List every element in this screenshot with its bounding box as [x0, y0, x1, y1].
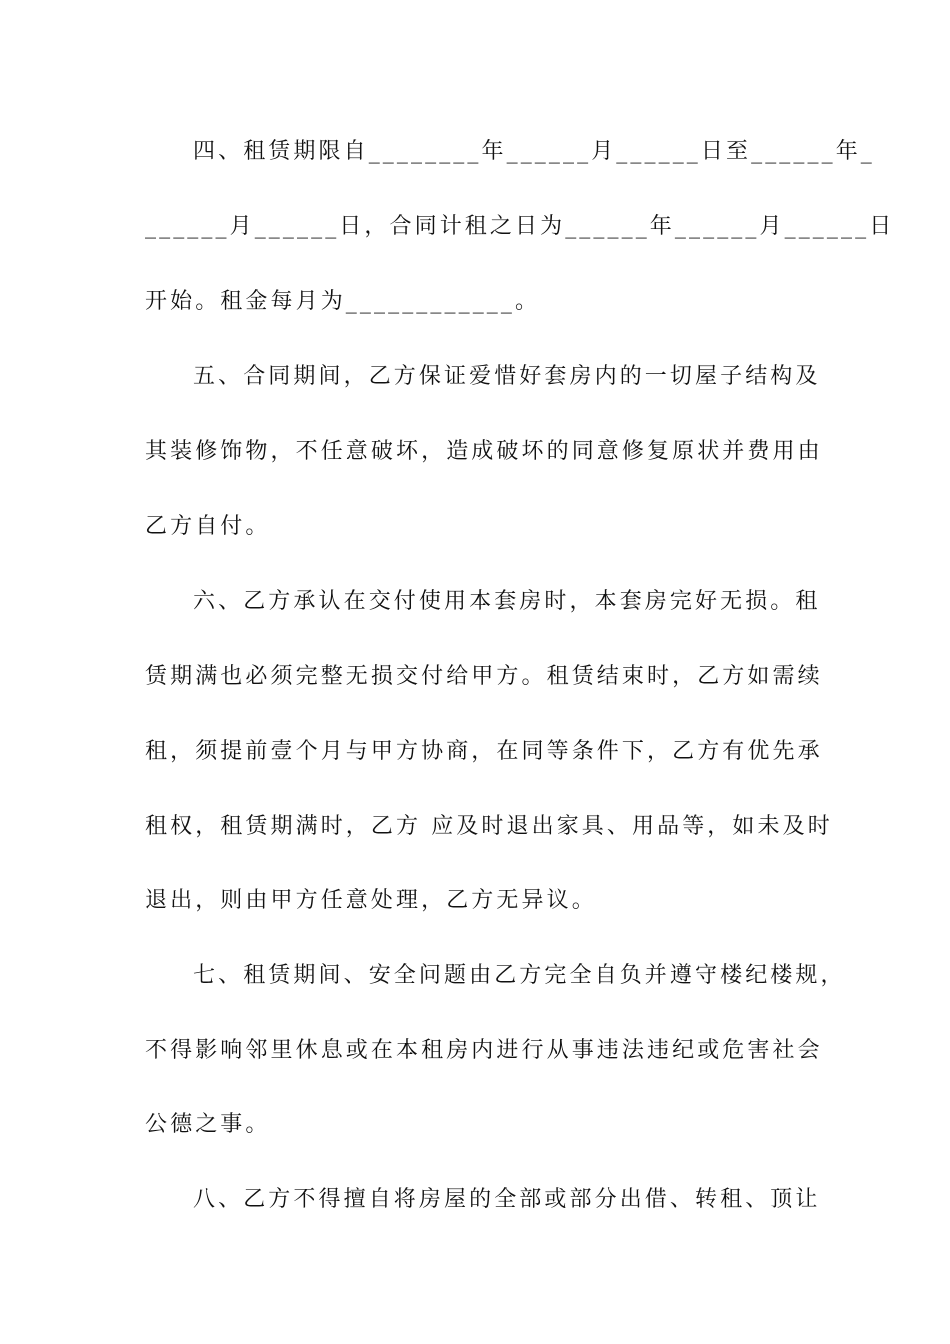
clause-5-line-2: 其装修饰物，不任意破坏，造成破坏的同意修复原状并费用由 — [145, 439, 823, 464]
clause-7-line-1: 七、租赁期间、安全问题由乙方完全自负并遵守楼纪楼规， — [193, 963, 846, 988]
clause-4-line-1: 四、租赁期限自________年______月______日至______年_ — [193, 139, 875, 164]
clause-6-line-5: 退出，则由甲方任意处理，乙方无异议。 — [145, 888, 597, 913]
clause-6-line-2: 赁期满也必须完整无损交付给甲方。租赁结束时，乙方如需续 — [145, 664, 823, 689]
clause-4-line-3: 开始。租金每月为____________。 — [145, 289, 541, 314]
clause-4-line-2: ______月______日，合同计租之日为______年______月______日 — [145, 214, 895, 239]
clause-6-line-4: 租权，租赁期满时，乙方 应及时退出家具、用品等，如未及时 — [145, 814, 833, 839]
clause-7-line-3: 公德之事。 — [145, 1112, 271, 1137]
clause-7-line-2: 不得影响邻里休息或在本租房内进行从事违法违纪或危害社会 — [145, 1038, 823, 1063]
clause-8-line-1: 八、乙方不得擅自将房屋的全部或部分出借、转租、顶让 — [193, 1187, 821, 1212]
clause-5-line-3: 乙方自付。 — [145, 514, 271, 539]
clause-6-line-3: 租，须提前壹个月与甲方协商，在同等条件下，乙方有优先承 — [145, 739, 823, 764]
clause-6-line-1: 六、乙方承认在交付使用本套房时，本套房完好无损。租 — [193, 589, 821, 614]
clause-5-line-1: 五、合同期间，乙方保证爱惜好套房内的一切屋子结构及 — [193, 364, 821, 389]
